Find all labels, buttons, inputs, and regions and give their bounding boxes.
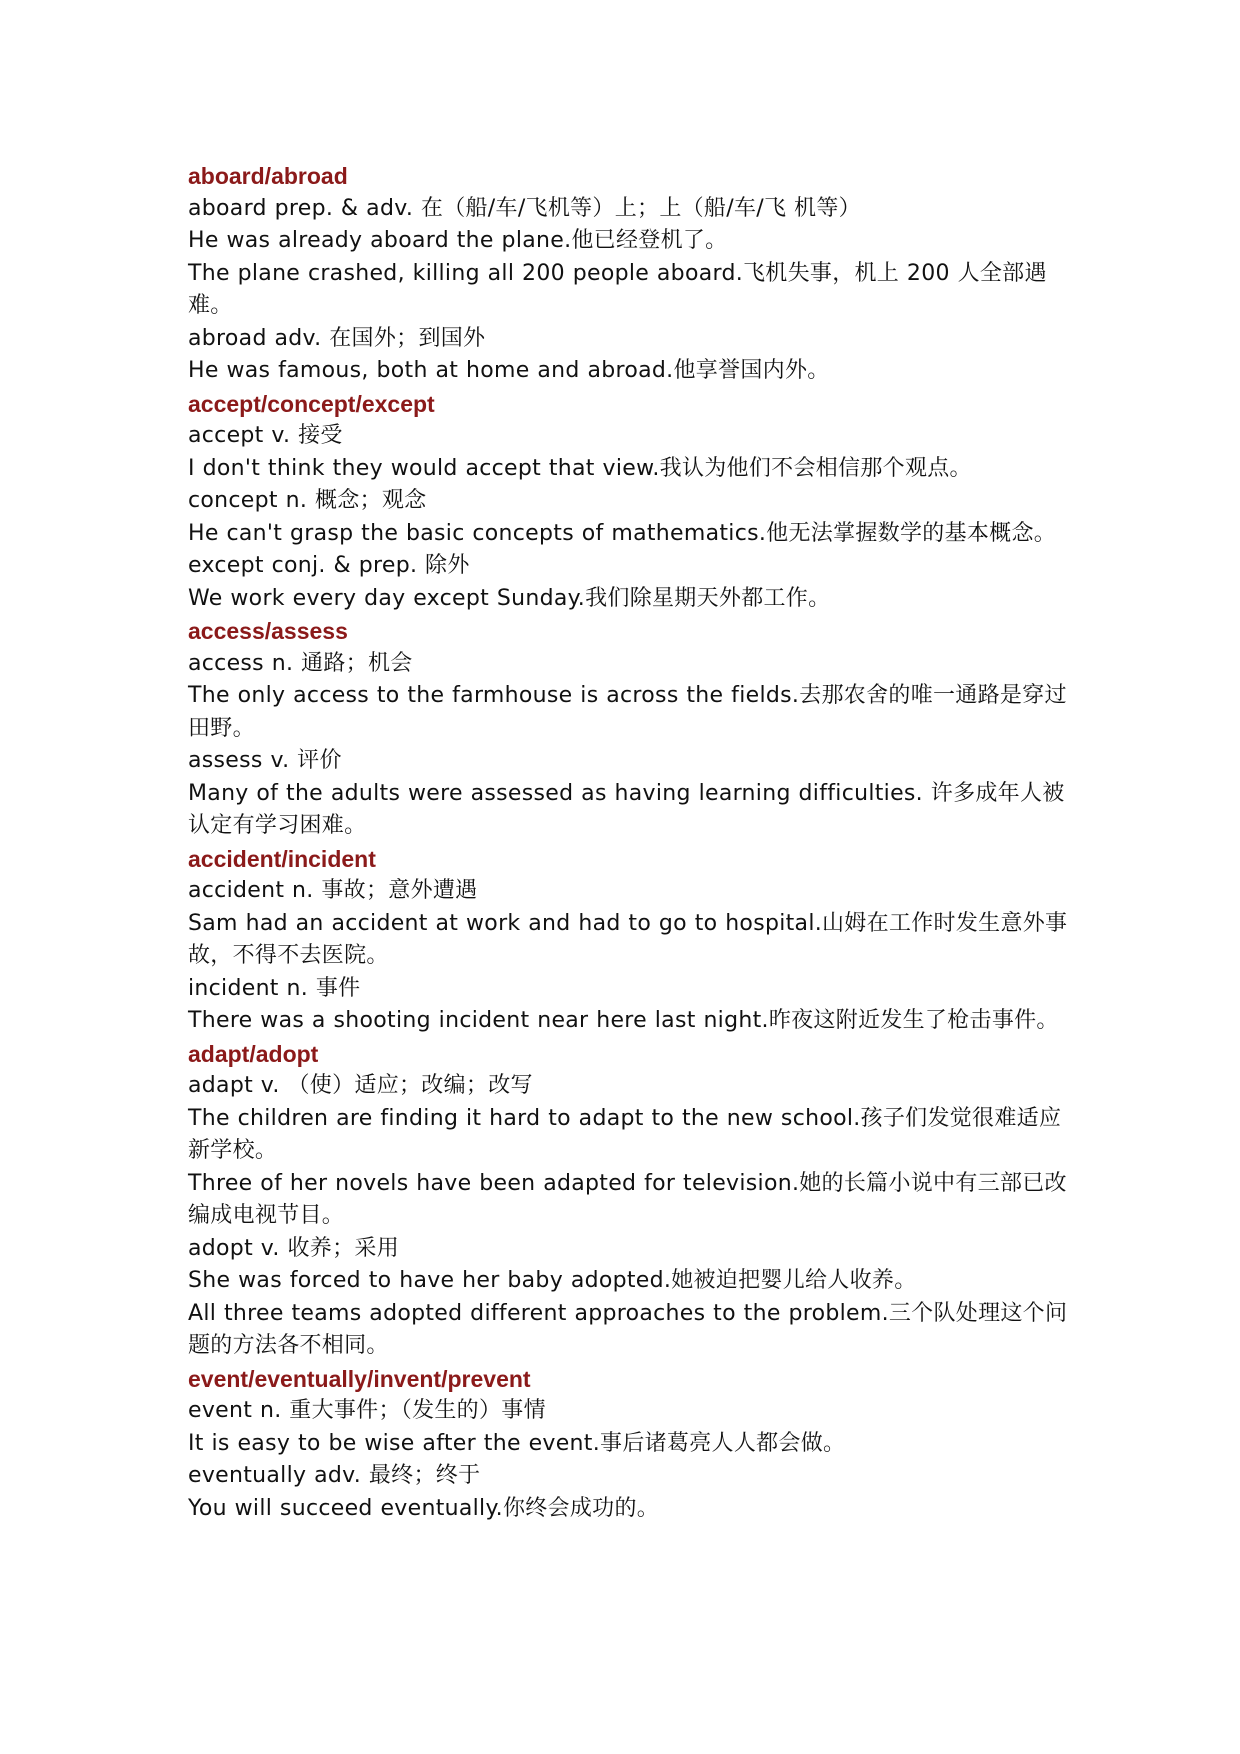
entry-line: eventually adv. 最终；终于 [188, 1463, 481, 1488]
entry-line: I don't think they would accept that view.我认为他们不会相信那个观点。 [188, 455, 972, 481]
entry-line: All three teams adopted different approaches to the problem.三个队处理这个问题的方法各不相同。 [188, 1300, 1068, 1358]
entry-section [188, 1363, 1068, 1526]
entry-line: except conj. & prep. 除外 [188, 553, 470, 578]
entry-line: The only access to the farmhouse is across the fields.去那农舍的唯一通路是穿过田野。 [188, 683, 1067, 741]
entry-section [188, 615, 1068, 843]
entry-heading: access/assess [188, 618, 348, 644]
entry-line: accident n. 事故；意外遭遇 [188, 878, 478, 903]
entry-line: The children are finding it hard to adapt to the new school.孩子们发觉很难适应新学校。 [188, 1105, 1062, 1163]
entry-line: It is easy to be wise after the event.事后诸葛亮人人都会做。 [188, 1430, 846, 1456]
entry-line: He can't grasp the basic concepts of mathematics.他无法掌握数学的基本概念。 [188, 520, 1057, 546]
entry-line: incident n. 事件 [188, 975, 361, 1001]
entry-line: accept v. 接受 [188, 423, 343, 448]
entry-line: aboard prep. & adv. 在（船/车/飞机等）上；上（船/车/飞 机等） [188, 195, 861, 221]
entry-line: abroad adv. 在国外；到国外 [188, 325, 486, 351]
document-body [188, 160, 1068, 1525]
entry-heading: accident/incident [188, 845, 376, 872]
entry-line: adopt v. 收养；采用 [188, 1235, 399, 1261]
entry-section [188, 1038, 1068, 1363]
entry-line: adapt v. （使）适应；改编；改写 [188, 1073, 533, 1098]
entry-section [188, 160, 1068, 388]
entry-line: You will succeed eventually.你终会成功的。 [188, 1495, 660, 1521]
entry-section [188, 843, 1068, 1038]
entry-line: access n. 通路；机会 [188, 650, 413, 676]
entry-line: Three of her novels have been adapted for television.她的长篇小说中有三部已改编成电视节目。 [188, 1170, 1067, 1228]
entry-heading: event/eventually/invent/prevent [188, 1365, 531, 1392]
entry-line: event n. 重大事件；（发生的）事情 [188, 1398, 546, 1423]
entry-line: Many of the adults were assessed as having learning difficulties. 许多成年人被认定有学习困难。 [188, 780, 1065, 838]
entry-heading: accept/concept/except [188, 390, 435, 417]
entry-line: She was forced to have her baby adopted.她被迫把婴儿给人收养。 [188, 1268, 917, 1293]
entry-line: We work every day except Sunday.我们除星期天外都工作。 [188, 585, 831, 611]
entry-line: He was famous, both at home and abroad.他享誉国内外。 [188, 358, 830, 383]
entry-line: assess v. 评价 [188, 748, 342, 773]
entry-section [188, 388, 1068, 616]
entry-line: The plane crashed, killing all 200 people aboard.飞机失事，机上 200 人全部遇难。 [188, 260, 1047, 318]
entry-line: concept n. 概念；观念 [188, 488, 427, 513]
entry-line: There was a shooting incident near here last night.昨夜这附近发生了枪击事件。 [188, 1008, 1059, 1033]
entry-line: Sam had an accident at work and had to go to hospital.山姆在工作时发生意外事故，不得不去医院。 [188, 910, 1068, 968]
entry-heading: aboard/abroad [188, 163, 348, 189]
entry-heading: adapt/adopt [188, 1040, 319, 1067]
entry-line: He was already aboard the plane.他已经登机了。 [188, 228, 728, 253]
